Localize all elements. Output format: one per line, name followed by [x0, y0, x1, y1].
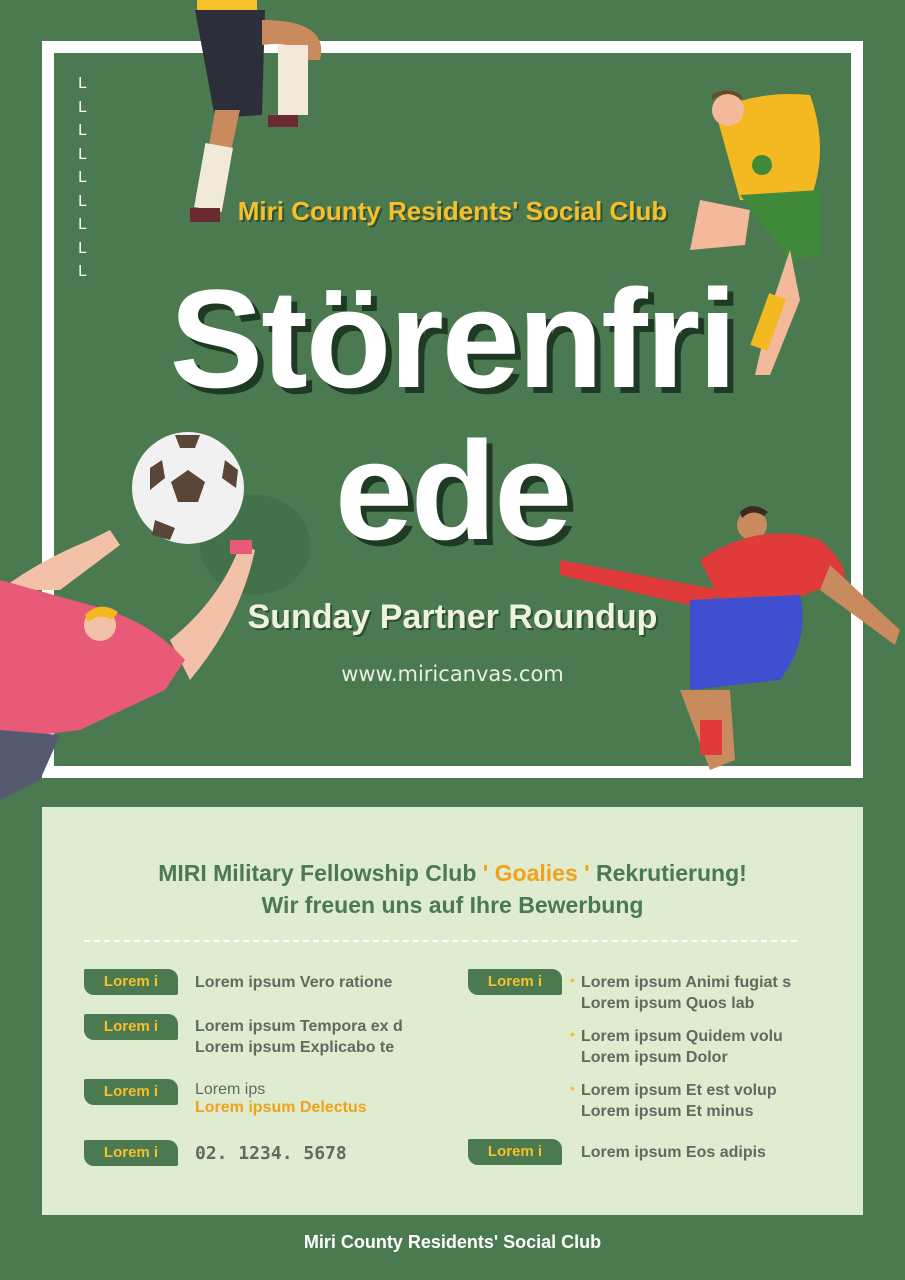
tick-marks: L L L L L L L L L: [78, 74, 87, 280]
subtitle: Sunday Partner Roundup: [247, 598, 658, 636]
info-text: Lorem ipsum Animi fugiat s Lorem ipsum Quos lab: [581, 974, 792, 1012]
info-text: Lorem ipsum Tempora ex d Lorem ipsum Explicabo te: [195, 1018, 403, 1056]
club-name: Miri County Residents' Social Club: [237, 196, 668, 226]
info-tag: Lorem i: [84, 969, 178, 995]
info-tag: Lorem i: [84, 1140, 178, 1166]
info-text: Lorem ipsum Et est volup Lorem ipsum Et minus: [581, 1082, 777, 1120]
heading-highlight: ' Goalies ': [482, 860, 590, 886]
info-heading: [42, 857, 863, 921]
bullet-icon: •: [570, 1080, 575, 1096]
website-link[interactable]: www.miricanvas.com: [341, 662, 564, 686]
title-line-2: ede: [334, 412, 571, 569]
footer-text: Miri County Residents' Social Club: [303, 1232, 602, 1252]
heading-line-2: Wir freuen uns auf Ihre Bewerbung: [261, 892, 644, 918]
info-panel: [42, 807, 863, 1215]
heading-text: MIRI Military Fellowship Club: [158, 860, 477, 886]
info-text: Lorem ipsum Quidem volu Lorem ipsum Dolor: [581, 1028, 783, 1066]
info-tag: Lorem i: [468, 969, 562, 995]
info-text: Lorem ipsum Eos adipis: [581, 1144, 766, 1161]
player-top-illustration: [190, 0, 321, 222]
heading-text-end: Rekrutierung!: [596, 860, 747, 886]
info-tag: Lorem i: [84, 1079, 178, 1105]
title-line-1: Störenfri: [169, 260, 736, 417]
info-tag: Lorem i: [468, 1139, 562, 1165]
info-text: Lorem ipsum Vero ratione: [195, 974, 393, 991]
bullet-icon: •: [570, 972, 575, 988]
phone-number: 02. 1234. 5678: [195, 1143, 347, 1164]
info-text: Lorem ips Lorem ipsum Delectus: [195, 1081, 367, 1116]
bullet-icon: •: [570, 1026, 575, 1042]
dashed-divider: [84, 940, 797, 942]
info-tag: Lorem i: [84, 1014, 178, 1040]
